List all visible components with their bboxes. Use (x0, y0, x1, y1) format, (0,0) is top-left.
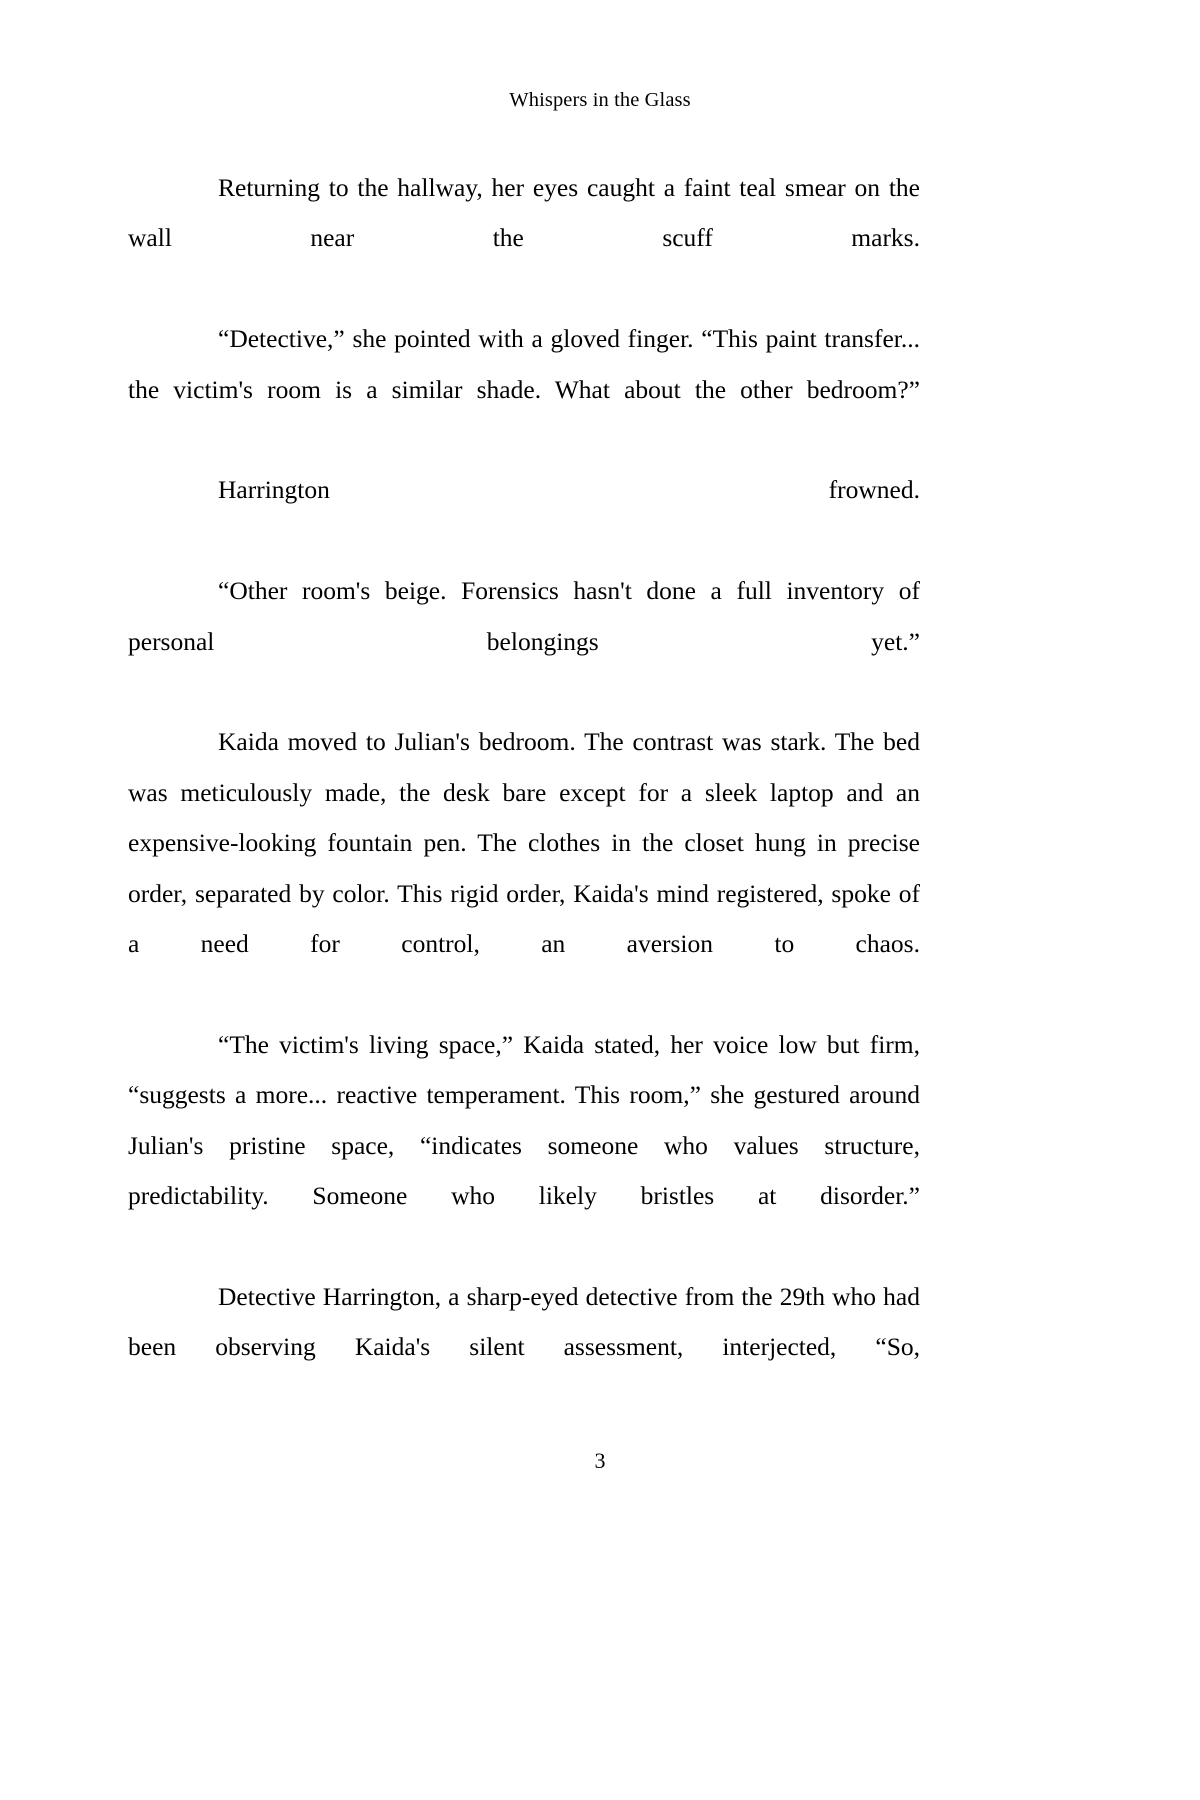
paragraph: “Detective,” she pointed with a gloved finger. “This paint transfer... the victim's room is a similar shade. What about the other bedroom?” (128, 324, 920, 404)
paragraph: Detective Harrington, a sharp-eyed detective from the 29th who had been observing Kaida's silent assessment, interjected, “So, (128, 1281, 920, 1362)
paragraph: Kaida moved to Julian's bedroom. The contrast was stark. The bed was meticulously made, the desk bare except for a sleek laptop and an expensive-looking fountain pen. The clothes in the closet hung in precise order, separated by color. This rigid order, Kaida's mind registered, spoke of a need for control, an aversion to chaos. (128, 727, 920, 959)
paragraph: “The victim's living space,” Kaida stated, her voice low but firm, “suggests a more... reactive temperament. This room,” she gestured around Julian's pristine space, “indicates someone who values structure, predictability. Someone who likely bristles at disorder.” (128, 1029, 920, 1211)
paragraph: Returning to the hallway, her eyes caught a faint teal smear on the wall near the scuff marks. (128, 173, 920, 253)
paragraph: Harrington frowned. (218, 475, 920, 505)
paragraph: “Other room's beige. Forensics hasn't done a full inventory of personal belongings yet.” (128, 576, 920, 656)
running-head: Whispers in the Glass (509, 89, 691, 111)
page-number: 3 (594, 1448, 606, 1473)
body-text-column (128, 163, 920, 1423)
